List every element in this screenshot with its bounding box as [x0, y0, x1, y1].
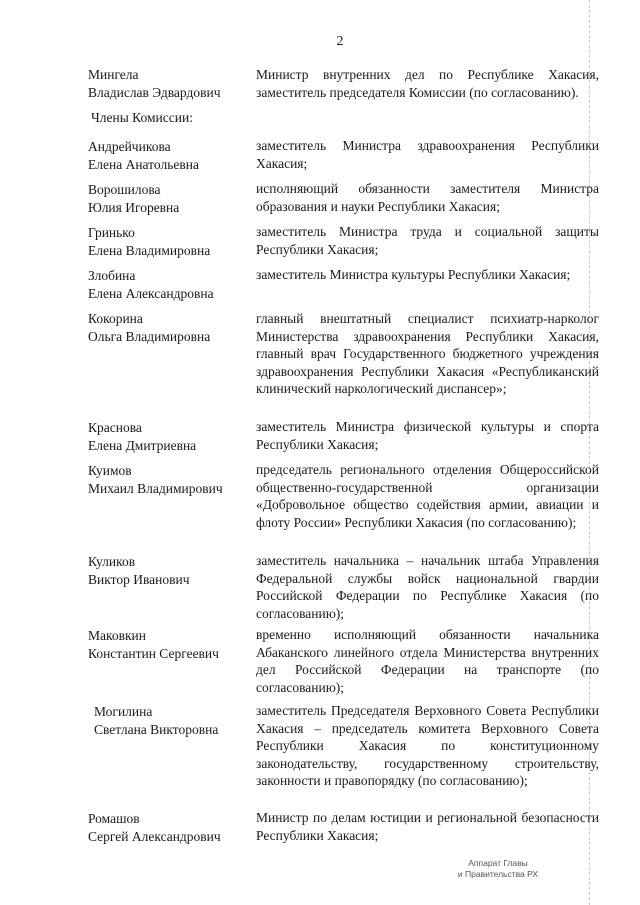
members-heading: Члены Комиссии: [91, 110, 193, 125]
member-name-mogilina: Могилина Светлана Викторовна [94, 704, 219, 737]
member-name-romashov: Ромашов Сергей Александрович [88, 811, 221, 844]
member-role-makovkin: временно исполняющий обязанности начальника Абаканского линейного отдела Министерства внутренних дел Российской Федерации на транспорте (по согласованию); [256, 627, 599, 695]
member-role-kuimov: председатель регионального отделения Общероссийской общественно-государственной организации «Добровольное общество содействия армии, авиации и флоту России» Республики Хакасия (по согласованию); [256, 462, 599, 530]
member-name-krasnova: Краснова Елена Дмитриевна [88, 420, 197, 453]
page-number: 2 [336, 34, 344, 49]
member-name-kuimov: Куимов Михаил Владимирович [88, 463, 223, 496]
member-role-voroshilova: исполняющий обязанности заместителя Министра образования и науки Республики Хакасия; [256, 181, 599, 214]
member-name-grinko: Гринько Елена Владимировна [88, 225, 211, 258]
member-name-kulikov: Куликов Виктор Иванович [88, 554, 190, 587]
member-role-krasnova: заместитель Министра физической культуры и спорта Республики Хакасия; [256, 419, 599, 452]
member-role-mingela: Министр внутренних дел по Республике Хакасия, заместитель председателя Комиссии (по согласованию). [256, 67, 599, 100]
member-role-romashov: Министр по делам юстиции и региональной безопасности Республики Хакасия; [256, 810, 599, 843]
member-name-zlobina: Злобина Елена Александровна [88, 268, 214, 301]
member-name-andreychikova: Андрейчикова Елена Анатольевна [88, 139, 199, 172]
member-name-makovkin: Маковкин Константин Сергеевич [88, 628, 219, 661]
office-stamp: Аппарат Главы и Правительства РХ [457, 858, 539, 879]
member-role-kokorina: главный внештатный специалист психиатр-нарколог Министерства здравоохранения Республики Хакасия, главный врач Государственного бюджетного учреждения здравоохранения Республики Хакасия «Республиканский клинический наркологический диспансер»; [256, 311, 599, 396]
member-role-zlobina: заместитель Министра культуры Республики Хакасия; [256, 267, 571, 282]
member-role-mogilina: заместитель Председателя Верховного Совета Республики Хакасия – председатель комитета Верховного Совета Республики Хакасия по конституционному законодательству, государственному строительству, законности и правопорядку (по согласованию); [256, 703, 599, 788]
member-name-voroshilova: Ворошилова Юлия Игоревна [88, 182, 180, 215]
member-role-andreychikova: заместитель Министра здравоохранения Республики Хакасия; [256, 138, 599, 171]
member-role-kulikov: заместитель начальника – начальник штаба Управления Федеральной службы войск национальной гвардии Российской Федерации по Республике Хакасия (по согласованию); [256, 553, 599, 621]
member-name-mingela [88, 66, 248, 101]
member-role-grinko: заместитель Министра труда и социальной защиты Республики Хакасия; [256, 224, 599, 257]
member-name-kokorina: Кокорина Ольга Владимировна [88, 311, 211, 344]
member-name-text: Мингела Владислав Эдвардович [88, 67, 221, 100]
